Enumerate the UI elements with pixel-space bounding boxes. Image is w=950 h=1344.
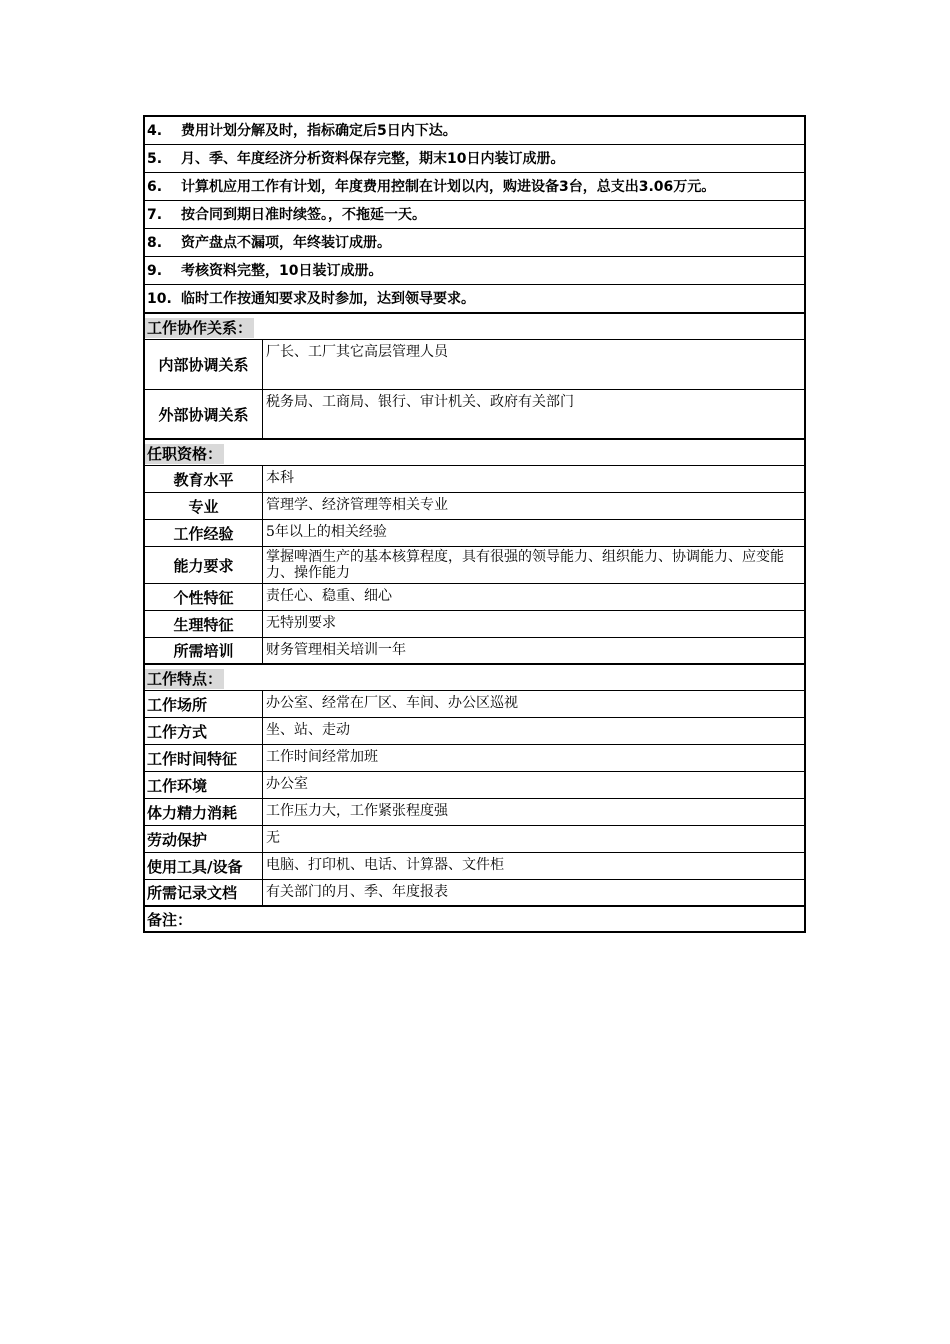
row-label: 工作经验 [145, 520, 263, 546]
row-value: 管理学、经济管理等相关专业 [266, 497, 448, 513]
duty-number: 9. [147, 263, 163, 279]
row-label: 工作时间特征 [145, 745, 263, 771]
qualification-row [145, 611, 804, 638]
feature-row [145, 718, 804, 745]
section-title: 工作协作关系： [147, 319, 253, 337]
duty-row [145, 117, 804, 145]
feature-row [145, 772, 804, 799]
duty-text: 考核资料完整，10日装订成册。 [181, 263, 383, 279]
duty-row [145, 173, 804, 201]
cooperation-row [145, 390, 804, 440]
row-value: 本科 [266, 470, 294, 486]
feature-row [145, 691, 804, 718]
qualification-row [145, 493, 804, 520]
duty-text: 月、季、年度经济分析资料保存完整，期末10日内装订成册。 [181, 151, 565, 167]
row-label: 所需培训 [145, 638, 263, 663]
duty-row [145, 285, 804, 314]
section-title: 工作特点： [147, 670, 223, 688]
section-title: 任职资格： [147, 445, 223, 463]
row-label: 生理特征 [145, 611, 263, 637]
qualification-row [145, 547, 804, 584]
duty-row [145, 229, 804, 257]
qualification-row [145, 584, 804, 611]
row-label: 专业 [145, 493, 263, 519]
duty-number: 7. [147, 207, 163, 223]
duty-number: 8. [147, 235, 163, 251]
section-header-qualifications [145, 440, 804, 466]
row-value: 工作压力大，工作紧张程度强 [266, 803, 448, 819]
row-label: 外部协调关系 [145, 390, 263, 438]
row-value: 工作时间经常加班 [266, 749, 378, 765]
remarks-row [145, 907, 804, 931]
duty-text: 按合同到期日准时续签。，不拖延一天。 [181, 207, 426, 223]
duty-text: 资产盘点不漏项，年终装订成册。 [181, 235, 391, 251]
row-label: 工作方式 [145, 718, 263, 744]
duty-text: 计算机应用工作有计划，年度费用控制在计划以内，购进设备3台，总支出3.06万元。 [181, 179, 716, 195]
duty-row [145, 145, 804, 173]
qualification-row [145, 638, 804, 665]
qualification-row [145, 466, 804, 493]
duty-number: 6. [147, 179, 163, 195]
row-label: 劳动保护 [145, 826, 263, 852]
row-value: 无特别要求 [266, 615, 336, 631]
qualification-row [145, 520, 804, 547]
row-label: 工作场所 [145, 691, 263, 717]
row-value: 税务局、工商局、银行、审计机关、政府有关部门 [266, 394, 574, 410]
row-label: 个性特征 [145, 584, 263, 610]
row-label: 内部协调关系 [145, 340, 263, 389]
row-value: 责任心、稳重、细心 [266, 588, 392, 604]
feature-row [145, 880, 804, 907]
cooperation-row [145, 340, 804, 390]
row-value: 财务管理相关培训一年 [266, 642, 406, 658]
section-header-cooperation [145, 314, 804, 340]
row-value: 5年以上的相关经验 [266, 524, 387, 540]
row-label: 体力精力消耗 [145, 799, 263, 825]
row-value: 厂长、工厂其它高层管理人员 [266, 344, 448, 360]
duty-text: 临时工作按通知要求及时参加，达到领导要求。 [181, 291, 475, 307]
row-value: 无 [266, 830, 280, 846]
row-value: 办公室 [266, 776, 308, 792]
duty-row [145, 201, 804, 229]
duty-number: 4. [147, 123, 163, 139]
row-value: 掌握啤酒生产的基本核算程度，具有很强的领导能力、组织能力、协调能力、应变能力、操作能力 [266, 549, 784, 581]
row-label: 使用工具/设备 [145, 853, 263, 879]
row-label: 工作环境 [145, 772, 263, 798]
duty-row [145, 257, 804, 285]
duty-number: 10. [147, 291, 172, 307]
feature-row [145, 745, 804, 772]
row-label: 教育水平 [145, 466, 263, 492]
duty-number: 5. [147, 151, 163, 167]
duty-text: 费用计划分解及时，指标确定后5日内下达。 [181, 123, 457, 139]
row-value: 电脑、打印机、电话、计算器、文件柜 [266, 857, 504, 873]
row-label: 能力要求 [145, 547, 263, 583]
feature-row [145, 826, 804, 853]
section-header-features [145, 665, 804, 691]
row-value: 坐、站、走动 [266, 722, 350, 738]
feature-row [145, 799, 804, 826]
job-description-table [143, 115, 806, 933]
row-value: 有关部门的月、季、年度报表 [266, 884, 448, 900]
row-value: 办公室、经常在厂区、车间、办公区巡视 [266, 695, 518, 711]
remarks-label: 备注： [147, 910, 193, 929]
feature-row [145, 853, 804, 880]
row-label: 所需记录文档 [145, 880, 263, 905]
